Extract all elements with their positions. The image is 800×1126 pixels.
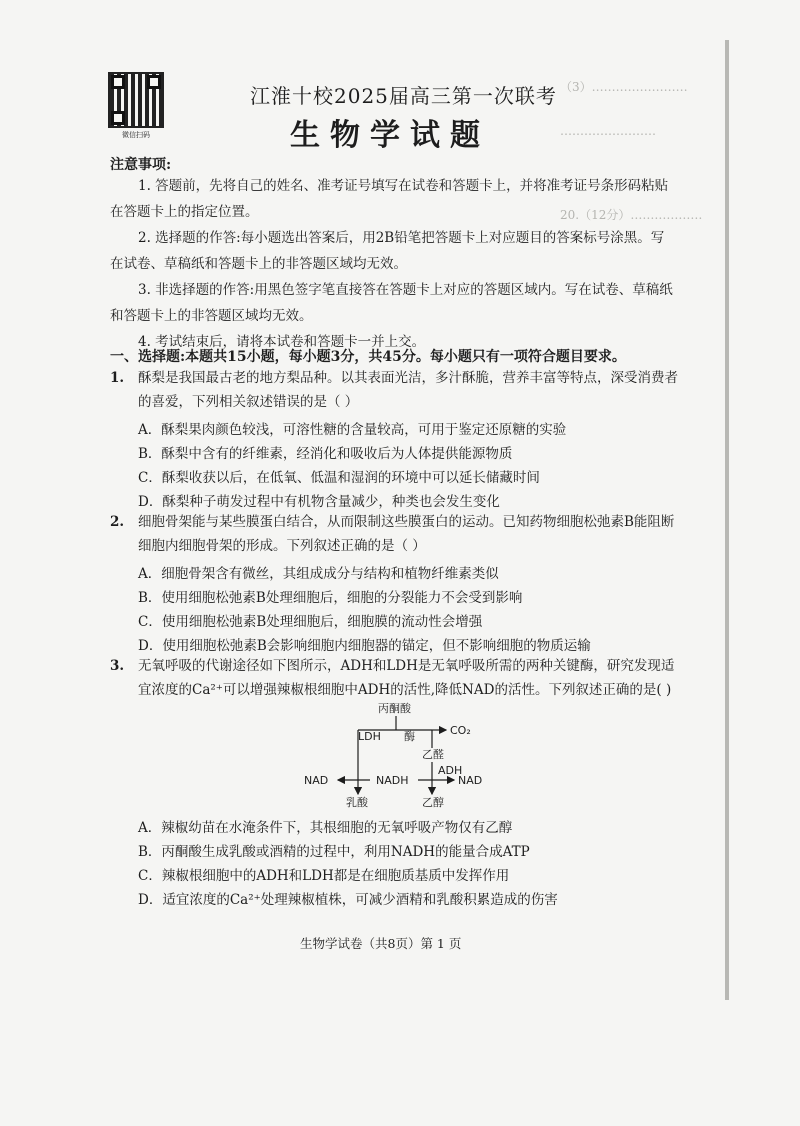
metabolic-pathway-diagram xyxy=(300,700,520,810)
question-stem: 宜浓度的Ca²⁺可以增强辣椒根细胞中ADH的活性,降低NAD的活性。下列叙述正确的是( ) xyxy=(138,682,672,698)
enzyme-label: 酶 xyxy=(404,730,415,743)
option-a: A．酥梨果肉颜色较浅，可溶性糖的含量较高，可用于鉴定还原糖的实验 xyxy=(138,422,567,438)
question-number: 1. xyxy=(110,370,125,386)
option-b: B．酥梨中含有的纤维素，经消化和吸收后为人体提供能源物质 xyxy=(138,446,513,462)
acetaldehyde-label: 乙醛 xyxy=(422,748,444,761)
question-number: 3. xyxy=(110,658,125,674)
bleed-through: …………………… xyxy=(560,124,656,138)
option-a: A．细胞骨架含有微丝，其组成成分与结构和植物纤维素类似 xyxy=(138,566,499,582)
notice-line: 2. 选择题的作答:每小题选出答案后，用2B铅笔把答题卡上对应题目的答案标号涂黑。写 xyxy=(138,230,665,246)
co2-label: CO₂ xyxy=(450,724,471,737)
nad-left-label: NAD xyxy=(304,774,329,787)
option-d: D．酥梨种子萌发过程中有机物含量减少，种类也会发生变化 xyxy=(138,494,500,510)
option-b: B．使用细胞松弛素B处理细胞后，细胞的分裂能力不会受到影响 xyxy=(138,590,523,606)
option-b: B．丙酮酸生成乳酸或酒精的过程中，利用NADH的能量合成ATP xyxy=(138,844,530,860)
qr-caption: 微信扫码 xyxy=(122,131,150,139)
option-a: A．辣椒幼苗在水淹条件下，其根细胞的无氧呼吸产物仅有乙醇 xyxy=(138,820,513,836)
notice-line: 在试卷、草稿纸和答题卡上的非答题区域均无效。 xyxy=(110,256,407,272)
notice-line: 4. 考试结束后，请将本试卷和答题卡一并上交。 xyxy=(138,334,426,350)
option-d: D．使用细胞松弛素B会影响细胞内细胞器的锚定，但不影响细胞的物质运输 xyxy=(138,638,591,654)
question-stem: 酥梨是我国最古老的地方梨品种。以其表面光洁，多汁酥脆，营养丰富等特点，深受消费者 xyxy=(138,370,678,386)
page-edge-shadow xyxy=(725,40,729,1000)
ldh-label: LDH xyxy=(358,730,381,743)
question-stem: 细胞内细胞骨架的形成。下列叙述正确的是（ ） xyxy=(138,538,426,554)
notice-line: 和答题卡上的非答题区域均无效。 xyxy=(110,308,313,324)
question-number: 2. xyxy=(110,514,125,530)
exam-title: 江淮十校2025届高三第一次联考 xyxy=(250,84,557,108)
qr-code xyxy=(108,72,164,128)
notice-heading: 注意事项: xyxy=(110,157,172,173)
question-stem: 无氧呼吸的代谢途径如下图所示，ADH和LDH是无氧呼吸所需的两种关键酶，研究发现适 xyxy=(138,658,675,674)
notice-line: 1. 答题前，先将自己的姓名、准考证号填写在试卷和答题卡上，并将准考证号条形码粘贴 xyxy=(138,178,669,194)
section-title: 一、选择题:本题共15小题，每小题3分，共45分。每小题只有一项符合题目要求。 xyxy=(110,349,626,365)
lactic-acid-label: 乳酸 xyxy=(346,796,368,809)
subject-title: 生物学试题 xyxy=(290,118,490,153)
question-stem: 细胞骨架能与某些膜蛋白结合，从而限制这些膜蛋白的运动。已知药物细胞松弛素B能阻断 xyxy=(138,514,675,530)
bleed-through: （3）…………………… xyxy=(560,80,688,94)
notice-line: 在答题卡上的指定位置。 xyxy=(110,204,259,220)
adh-label: ADH xyxy=(438,764,463,777)
option-c: C．使用细胞松弛素B处理细胞后，细胞膜的流动性会增强 xyxy=(138,614,483,630)
option-d: D．适宜浓度的Ca²⁺处理辣椒植株，可减少酒精和乳酸积累造成的伤害 xyxy=(138,892,558,908)
pyruvate-label: 丙酮酸 xyxy=(378,702,411,715)
option-c: C．辣椒根细胞中的ADH和LDH都是在细胞质基质中发挥作用 xyxy=(138,868,510,884)
notice-line: 3. 非选择题的作答:用黑色签字笔直接答在答题卡上对应的答题区域内。写在试卷、草稿纸 xyxy=(138,282,673,298)
nadh-label: NADH xyxy=(376,774,409,787)
bleed-through: 20.（12分）……………… xyxy=(560,208,703,222)
nad-right-label: NAD xyxy=(458,774,483,787)
page-footer: 生物学试卷（共8页）第 1 页 xyxy=(300,936,462,951)
ethanol-label: 乙醇 xyxy=(422,796,444,809)
question-stem: 的喜爱，下列相关叙述错误的是（ ） xyxy=(138,394,359,410)
option-c: C．酥梨收获以后，在低氧、低温和湿润的环境中可以延长储藏时间 xyxy=(138,470,540,486)
